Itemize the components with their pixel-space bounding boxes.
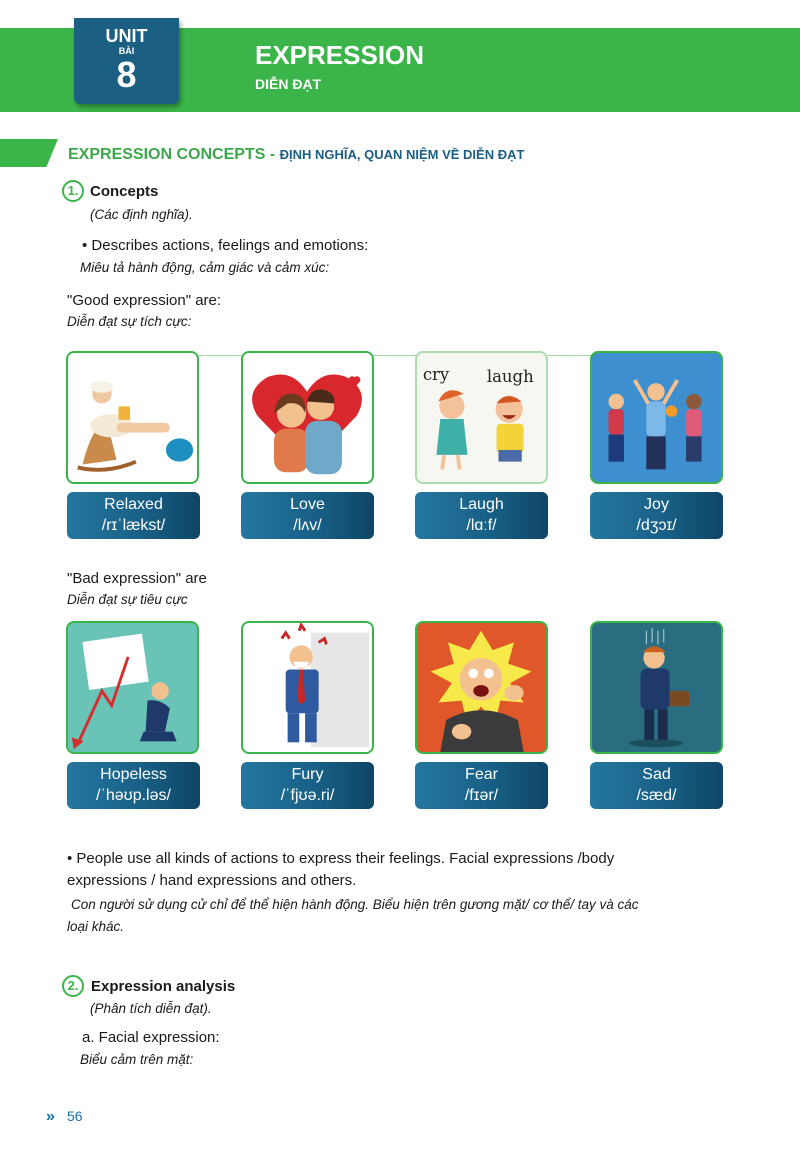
ipa-love: /lʌv/ (293, 517, 322, 534)
card-fury (241, 621, 374, 754)
fear-man-icon (417, 623, 546, 752)
ipa-hopeless: /ˈhəʊp.ləs/ (96, 787, 171, 804)
card-relaxed (66, 351, 199, 484)
page-title: EXPRESSION (255, 40, 425, 70)
people-vi-2: loại khác. (67, 919, 125, 934)
analysis-heading-vi: (Phân tích diễn đạt). (90, 1001, 212, 1016)
people-line-1: • People use all kinds of actions to express their feelings. Facial expressions /body (67, 850, 615, 867)
good-expression-label-vi: Diễn đạt sự tích cực: (67, 314, 192, 329)
label-fury (241, 762, 374, 809)
section-title (68, 146, 524, 164)
people-vi-1: Con người sử dụng cử chỉ để thể hiện hành động. Biểu hiện trên gương mặt/ cơ thể/ tay và các (71, 897, 639, 912)
facial-expression-label-vi: Biểu cảm trên mặt: (80, 1052, 194, 1067)
label-relaxed (67, 492, 200, 539)
concepts-heading: Concepts (90, 183, 159, 200)
concepts-heading-vi: (Các định nghĩa). (90, 207, 193, 222)
unit-badge (74, 18, 179, 104)
love-couple-icon (243, 353, 372, 482)
joy-group-icon (592, 353, 721, 482)
label-joy (590, 492, 723, 539)
ipa-joy: /dʒɔɪ/ (636, 517, 677, 534)
word-fury: Fury (291, 766, 324, 783)
label-sad (590, 762, 723, 809)
relaxed-person-icon (68, 353, 197, 482)
word-laugh: Laugh (459, 496, 504, 513)
facial-expression-label: a. Facial expression: (82, 1029, 220, 1046)
number-circle-2: 2. (62, 975, 84, 997)
label-hopeless (67, 762, 200, 809)
bad-expression-label: "Bad expression" are (67, 570, 207, 587)
section-title-vi: ĐỊNH NGHĨA, QUAN NIỆM VỀ DIỄN ĐẠT (279, 147, 525, 162)
page-subtitle: DIỄN ĐẠT (255, 76, 322, 92)
concepts-bullet: • Describes actions, feelings and emotions: (82, 237, 369, 254)
people-line-2: expressions / hand expressions and others. (67, 872, 357, 889)
sad-man-icon (592, 623, 721, 752)
section-bar (0, 139, 58, 167)
bai-label: BÀI (118, 46, 135, 56)
concepts-bullet-vi: Miêu tả hành động, cảm giác và cảm xúc: (80, 260, 330, 275)
ipa-relaxed: /rɪˈlækst/ (101, 517, 166, 534)
good-expression-label: "Good expression" are: (67, 292, 222, 309)
label-love (241, 492, 374, 539)
page-number: 56 (67, 1108, 83, 1124)
analysis-heading: Expression analysis (91, 978, 236, 995)
word-relaxed: Relaxed (104, 496, 163, 513)
card-laugh (415, 351, 548, 484)
word-love: Love (290, 496, 325, 513)
ipa-fear: /fɪər/ (464, 787, 499, 804)
label-laugh (415, 492, 548, 539)
word-sad: Sad (642, 766, 671, 783)
laugh-caption: laugh (486, 367, 534, 387)
unit-number: 8 (116, 54, 137, 95)
word-fear: Fear (465, 766, 498, 783)
bad-expression-label-vi: Diễn đạt sự tiêu cực (67, 592, 188, 607)
word-joy: Joy (644, 496, 669, 513)
section-title-en: EXPRESSION CONCEPTS - (68, 146, 280, 163)
number-circle-1: 1. (62, 180, 84, 202)
word-hopeless: Hopeless (100, 766, 167, 783)
cry-caption: cry (422, 365, 450, 385)
fury-man-icon (243, 623, 372, 752)
card-hopeless (66, 621, 199, 754)
card-love (241, 351, 374, 484)
hopeless-person-icon (68, 623, 197, 752)
ipa-laugh: /lɑːf/ (466, 517, 497, 534)
double-chevron-right-icon: » (46, 1108, 55, 1125)
ipa-sad: /sæd/ (636, 787, 677, 804)
laugh-kids-icon (417, 353, 546, 482)
ipa-fury: /ˈfjʊə.ri/ (280, 787, 335, 804)
unit-label: UNIT (105, 26, 148, 46)
label-fear (415, 762, 548, 809)
card-joy (590, 351, 723, 484)
card-sad (590, 621, 723, 754)
card-fear (415, 621, 548, 754)
